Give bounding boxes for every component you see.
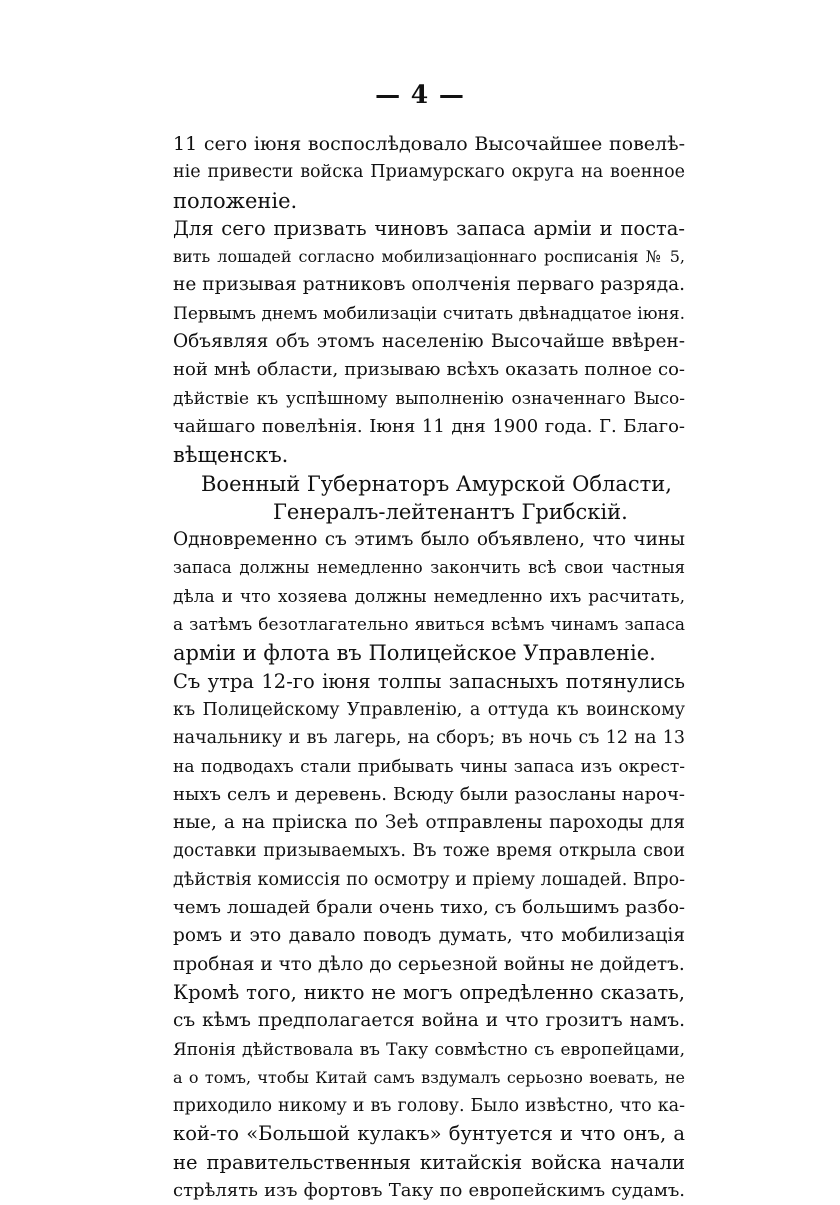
text-line: а затѣмъ безотлагательно явиться всѣмъ чинамъ запаса [173, 615, 685, 636]
text-line: арміи и флота въ Полицейское Управленіе. [173, 641, 656, 666]
text-line: ной мнѣ области, призываю всѣхъ оказать полное со- [173, 359, 685, 381]
text-line: Объявляя объ этомъ населенію Высочайше ввѣрен- [173, 331, 685, 353]
text-line: вить лошадей согласно мобилизаціоннаго росписанія № 5, [173, 247, 685, 267]
text-line: а о томъ, чтобы Китай самъ вздумалъ серьозно воевать, не [173, 1067, 685, 1087]
text-line: къ Полицейскому Управленію, а оттуда къ воинскому [173, 699, 685, 720]
signature-title: Военный Губернаторъ Амурской Области, [201, 471, 672, 496]
text-line: стрѣлять изъ фортовъ Таку по европейскимъ судамъ. [173, 1179, 685, 1201]
text-line: Съ утра 12-го іюня толпы запасныхъ потянулись [173, 669, 685, 693]
text-line: Японія дѣйствовала въ Таку совмѣстно съ европейцами, [173, 1039, 685, 1060]
text-line: съ кѣмъ предполагается война и что грозитъ намъ. [173, 1010, 685, 1032]
text-line: дѣла и что хозяева должны немедленно ихъ расчитать, [173, 586, 685, 607]
text-line: Кромѣ того, никто не могъ опредѣленно сказать, [173, 980, 685, 1004]
text-line: на подводахъ стали прибывать чины запаса изъ окрест- [173, 756, 685, 777]
text-line: начальнику и въ лагерь, на сборъ; въ ночь съ 12 на 13 [173, 728, 685, 749]
page-number: — 4 — [375, 80, 465, 109]
text-line: Для сего призвать чиновъ запаса арміи и поста- [173, 216, 685, 240]
text-line: Первымъ днемъ мобилизаціи считать двѣнадцатое іюня. [173, 303, 685, 324]
signature-name: Генералъ-лейтенантъ Грибскій. [273, 499, 628, 524]
text-line: 11 сего іюня воспослѣдовало Высочайшее повелѣ- [173, 133, 685, 155]
text-line: запаса должны немедленно закончить всѣ свои частныя [173, 558, 685, 578]
text-line: чайшаго повелѣнія. Іюня 11 дня 1900 года. Г. Благо- [173, 415, 685, 437]
text-line: ныхъ селъ и деревень. Всюду были разосланы нароч- [173, 783, 685, 805]
text-line: дѣйствія комиссія по осмотру и пріему лошадей. Впро- [173, 869, 685, 890]
text-line: ные, а на пріиска по Зеѣ отправлены пароходы для [173, 812, 685, 834]
text-line: приходило никому и въ голову. Было извѣстно, что ка- [173, 1096, 685, 1117]
text-line: не призывая ратниковъ ополченія перваго разряда. [173, 274, 685, 296]
text-line: положеніе. [173, 188, 298, 213]
text-line: Одновременно съ этимъ было объявлено, что чины [173, 529, 685, 551]
body-text [173, 130, 685, 1205]
text-line: ромъ и это давало поводъ думать, что мобилизація [173, 925, 685, 947]
text-line: ніе привести войска Приамурскаго округа на военное [173, 162, 685, 183]
text-line: чемъ лошадей брали очень тихо, съ большимъ разбо- [173, 897, 685, 919]
text-line: пробная и что дѣло до серьезной войны не дойдетъ. [173, 953, 685, 975]
text-line: доставки призываемыхъ. Въ тоже время открыла свои [173, 841, 685, 862]
text-line: дѣйствіе къ успѣшному выполненію означеннаго Высо- [173, 388, 685, 409]
text-line: не правительственныя китайскія войска начали [173, 1150, 685, 1174]
text-line: кой-то «Большой кулакъ» бунтуется и что онъ, а [173, 1122, 685, 1146]
text-line: вѣщенскъ. [173, 443, 289, 468]
